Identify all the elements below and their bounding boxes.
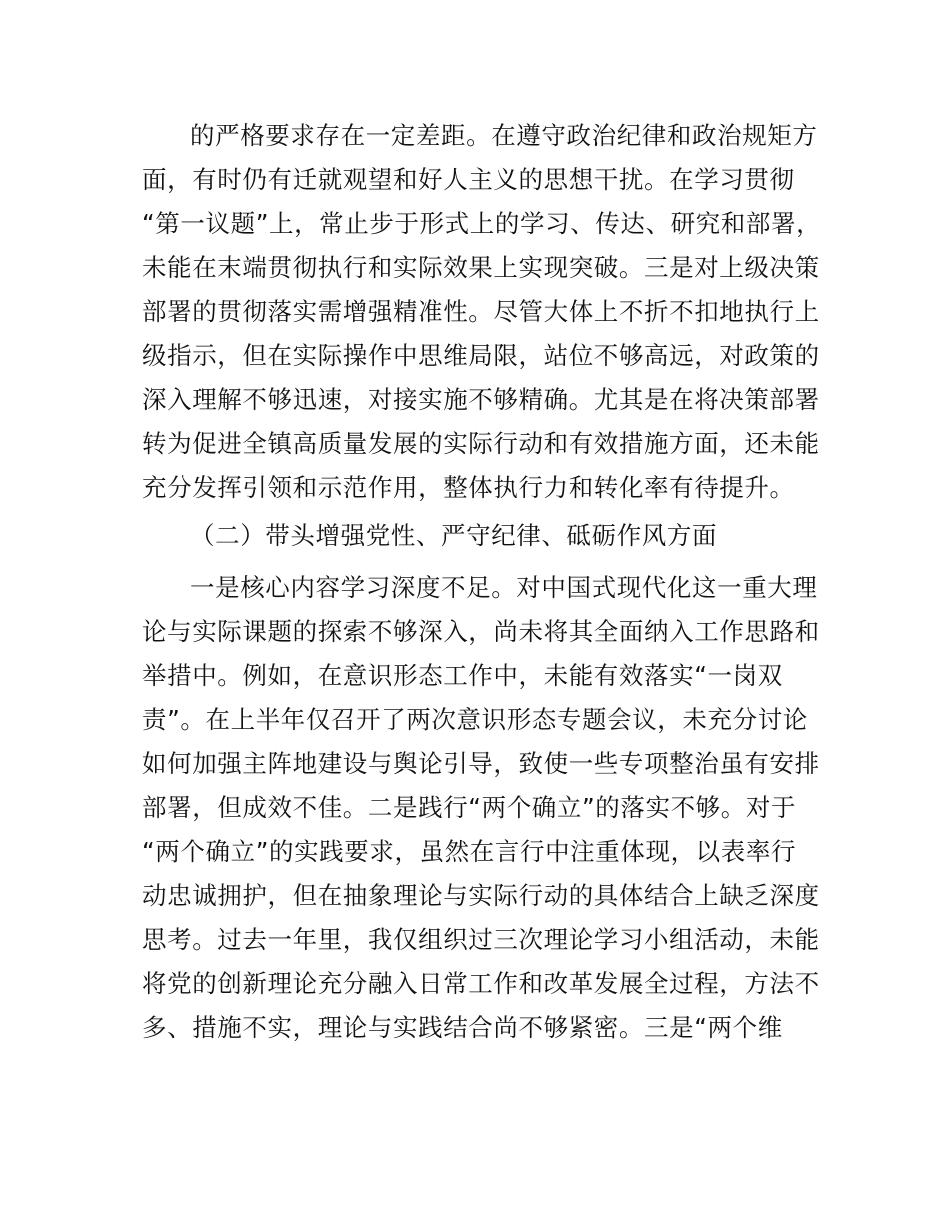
text-line: 级指示，但在实际操作中思维局限，站位不够高远，对政策的 (142, 341, 820, 370)
text-line: 多、措施不实，理论与实践结合尚不够紧密。三是“两个维 (142, 1013, 783, 1042)
text-line: 责”。在上半年仅召开了两次意识形态专题会议，未充分讨论 (142, 705, 808, 734)
text-line: 动忠诚拥护，但在抽象理论与实际行动的具体结合上缺乏深度 (142, 881, 820, 910)
text-line: 面，有时仍有迁就观望和好人主义的思想干扰。在学习贯彻 (142, 165, 795, 194)
section-heading: （二）带头增强党性、严守纪律、砥砺作风方面 (190, 521, 718, 550)
text-line: 将党的创新理论充分融入日常工作和改革发展全过程，方法不 (142, 969, 820, 998)
text-line: 转为促进全镇高质量发展的实际行动和有效措施方面，还未能 (142, 429, 820, 458)
text-line: “两个确立”的实践要求，虽然在言行中注重体现，以表率行 (142, 837, 797, 866)
text-line: 如何加强主阵地建设与舆论引导，致使一些专项整治虽有安排 (142, 749, 820, 778)
text-line: 思考。过去一年里，我仅组织过三次理论学习小组活动，未能 (142, 925, 820, 954)
text-line: 一是核心内容学习深度不足。对中国式现代化这一重大理 (190, 573, 818, 602)
text-line: 深入理解不够迅速，对接实施不够精确。尤其是在将决策部署 (142, 385, 820, 414)
text-line: 充分发挥引领和示范作用，整体执行力和转化率有待提升。 (142, 473, 795, 502)
text-line: 未能在末端贯彻执行和实际效果上实现突破。三是对上级决策 (142, 253, 820, 282)
text-line: 部署的贯彻落实需增强精准性。尽管大体上不折不扣地执行上 (142, 297, 820, 326)
text-line: 举措中。例如，在意识形态工作中，未能有效落实“一岗双 (142, 661, 783, 690)
text-line: 部署，但成效不佳。二是践行“两个确立”的落实不够。对于 (142, 793, 797, 822)
text-line: “第一议题”上，常止步于形式上的学习、传达、研究和部署， (142, 209, 822, 238)
text-line: 论与实际课题的探索不够深入，尚未将其全面纳入工作思路和 (142, 617, 820, 646)
text-line: 的严格要求存在一定差距。在遵守政治纪律和政治规矩方 (190, 121, 818, 150)
